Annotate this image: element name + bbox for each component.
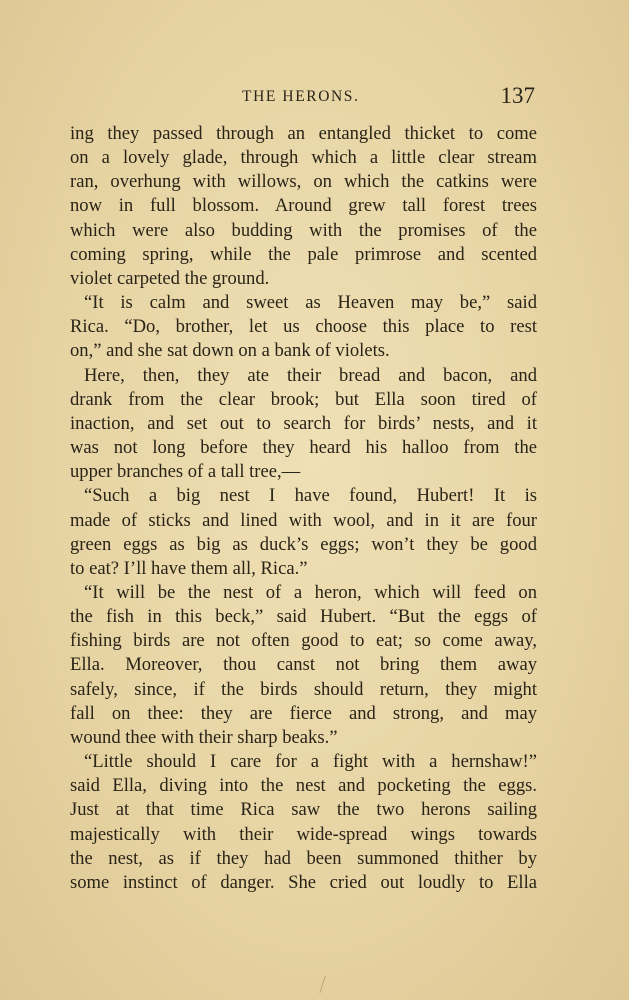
text-line: Ella. Moreover, thou canst not bring them away xyxy=(70,654,537,676)
text-line: inaction, and set out to search for birds’ nests, and it xyxy=(70,412,537,434)
text-line: upper branches of a tall tree,— xyxy=(70,461,301,483)
text-line: made of sticks and lined with wool, and in it are four xyxy=(70,509,537,531)
text-line: was not long before they heard his halloo from the xyxy=(70,437,537,459)
text-line: said Ella, diving into the nest and pocketing the eggs. xyxy=(70,775,537,797)
text-line: to eat? I’ll have them all, Rica.” xyxy=(70,557,308,579)
text-line: majestically with their wide-spread wings towards xyxy=(70,823,537,845)
text-line: ran, overhung with willows, on which the catkins were xyxy=(70,171,537,193)
page-number: 137 xyxy=(500,83,535,108)
text-line: Rica. “Do, brother, let us choose this place to rest xyxy=(70,316,537,338)
text-line: wound thee with their sharp beaks.” xyxy=(70,726,338,748)
text-line: coming spring, while the pale primrose and scented xyxy=(70,243,537,265)
text-line: ing they passed through an entangled thicket to come xyxy=(70,123,537,144)
text-line: fall on thee: they are fierce and strong, and may xyxy=(70,702,537,724)
text-line: fishing birds are not often good to eat; so come away, xyxy=(70,630,537,652)
running-header xyxy=(70,84,537,112)
text-line: violet carpeted the ground. xyxy=(70,267,270,289)
text-line: safely, since, if the birds should return, they might xyxy=(70,678,537,700)
text-line: the fish in this beck,” said Hubert. “But the eggs of xyxy=(70,606,537,628)
text-line: drank from the clear brook; but Ella soon tired of xyxy=(70,388,537,410)
text-line: Just at that time Rica saw the two herons sailing xyxy=(70,799,537,821)
paper-blemish xyxy=(319,976,329,995)
text-line: which were also budding with the promises of the xyxy=(70,219,537,241)
text-line: on,” and she sat down on a bank of violets. xyxy=(70,340,390,362)
text-line: some instinct of danger. She cried out loudly to Ella xyxy=(70,871,537,893)
text-line: green eggs as big as duck’s eggs; won’t they be good xyxy=(70,533,537,555)
body-text xyxy=(70,122,537,895)
text-line: the nest, as if they had been summoned thither by xyxy=(70,847,537,869)
text-line: “Such a big nest I have found, Hubert! It is xyxy=(84,485,537,507)
text-line: Here, then, they ate their bread and bacon, and xyxy=(84,364,537,386)
text-line: now in full blossom. Around grew tall forest trees xyxy=(70,195,537,217)
text-line: “It will be the nest of a heron, which will feed on xyxy=(84,581,537,603)
text-line: “It is calm and sweet as Heaven may be,” said xyxy=(84,292,537,314)
text-line: “Little should I care for a fight with a hernshaw!” xyxy=(84,751,537,773)
running-title: THE HERONS. xyxy=(242,88,360,105)
text-line: on a lovely glade, through which a little clear stream xyxy=(70,147,537,169)
